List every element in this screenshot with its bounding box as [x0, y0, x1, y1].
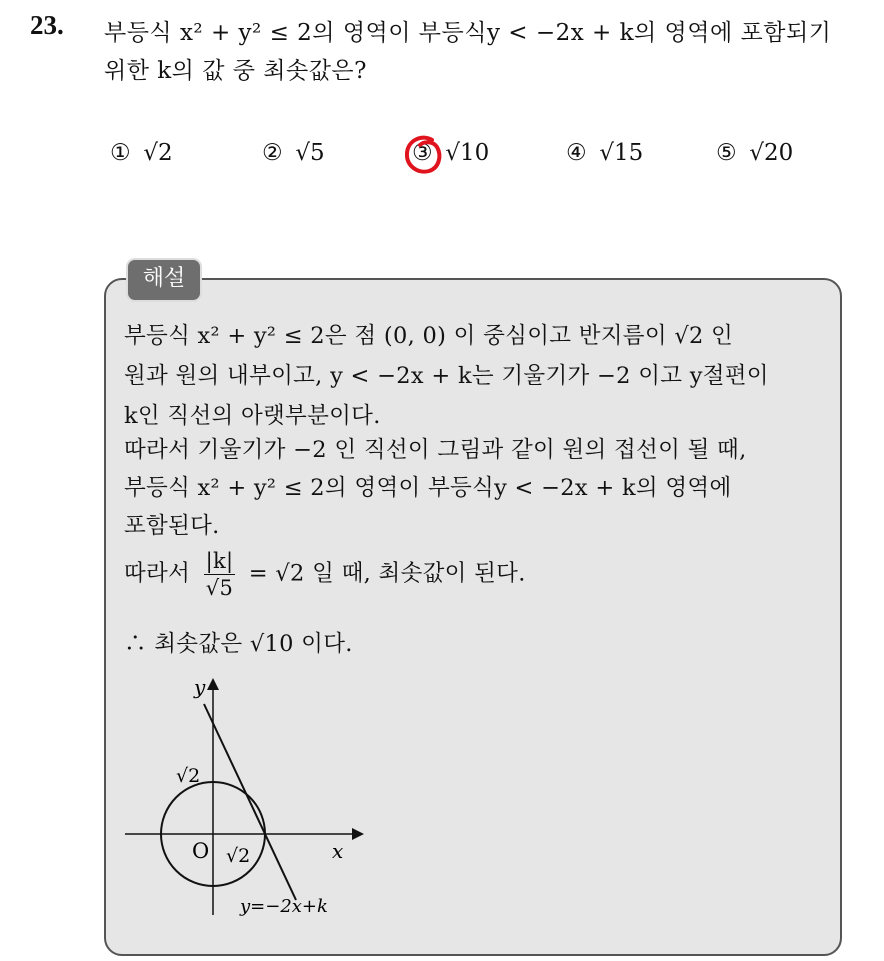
fraction-denominator: √5: [205, 576, 234, 600]
answer-selection-circle-icon: [402, 134, 444, 176]
solution-tag: 해설: [126, 258, 202, 302]
choice-4[interactable]: [566, 140, 643, 166]
solution-line-4: 따라서 기울기가 −2 인 직선이 그림과 같이 원의 접선이 될 때,: [124, 437, 747, 463]
choice-1[interactable]: [110, 140, 173, 166]
y-axis-label: y: [194, 675, 206, 699]
solution-line-3: k인 직선의 아랫부분이다.: [124, 403, 381, 429]
x-axis-label: x: [332, 839, 344, 863]
choice-2-mark: ②: [262, 140, 283, 166]
fraction: [204, 548, 236, 601]
radius-label-x: √2: [226, 845, 251, 867]
solution-fraction-line: [124, 548, 526, 601]
choice-5-mark: ⑤: [716, 140, 737, 166]
radius-label-y: √2: [176, 765, 201, 787]
solution-line-5: 부등식 x² + y² ≤ 2의 영역이 부등식y < −2x + k의 영역에: [124, 475, 732, 501]
choice-2[interactable]: [262, 140, 325, 166]
choice-2-value: √5: [295, 140, 325, 166]
choice-5[interactable]: [716, 140, 793, 166]
tangent-line-graph: [120, 672, 370, 922]
line-equation-label: y=−2x+k: [240, 896, 328, 917]
question-text-line1: 부등식 x² + y² ≤ 2의 영역이 부등식y < −2x + k의 영역에 포함되기: [104, 20, 832, 46]
solution-conclusion: ∴ 최솟값은 √10 이다.: [124, 631, 353, 657]
choice-1-mark: ①: [110, 140, 131, 166]
question-text-line2: 위한 k의 값 중 최솟값은?: [104, 58, 367, 84]
origin-label: O: [192, 839, 210, 863]
choice-5-value: √20: [749, 140, 794, 166]
choice-1-value: √2: [143, 140, 173, 166]
solution-line-6: 포함된다.: [124, 513, 220, 539]
choice-4-mark: ④: [566, 140, 587, 166]
fraction-numerator: |k|: [205, 549, 234, 573]
solution-line-2: 원과 원의 내부이고, y < −2x + k는 기울기가 −2 이고 y절편이: [124, 363, 769, 389]
solution-line-1: 부등식 x² + y² ≤ 2은 점 (0, 0) 이 중심이고 반지름이 √2 인: [124, 323, 734, 349]
choice-3-mark: ③: [412, 140, 433, 166]
choice-3-value: √10: [445, 140, 490, 166]
fraction-suffix: = √2 일 때, 최솟값이 된다.: [248, 560, 526, 587]
choice-4-value: √15: [599, 140, 644, 166]
fraction-prefix: 따라서: [124, 560, 191, 587]
question-number: 23.: [30, 10, 64, 40]
